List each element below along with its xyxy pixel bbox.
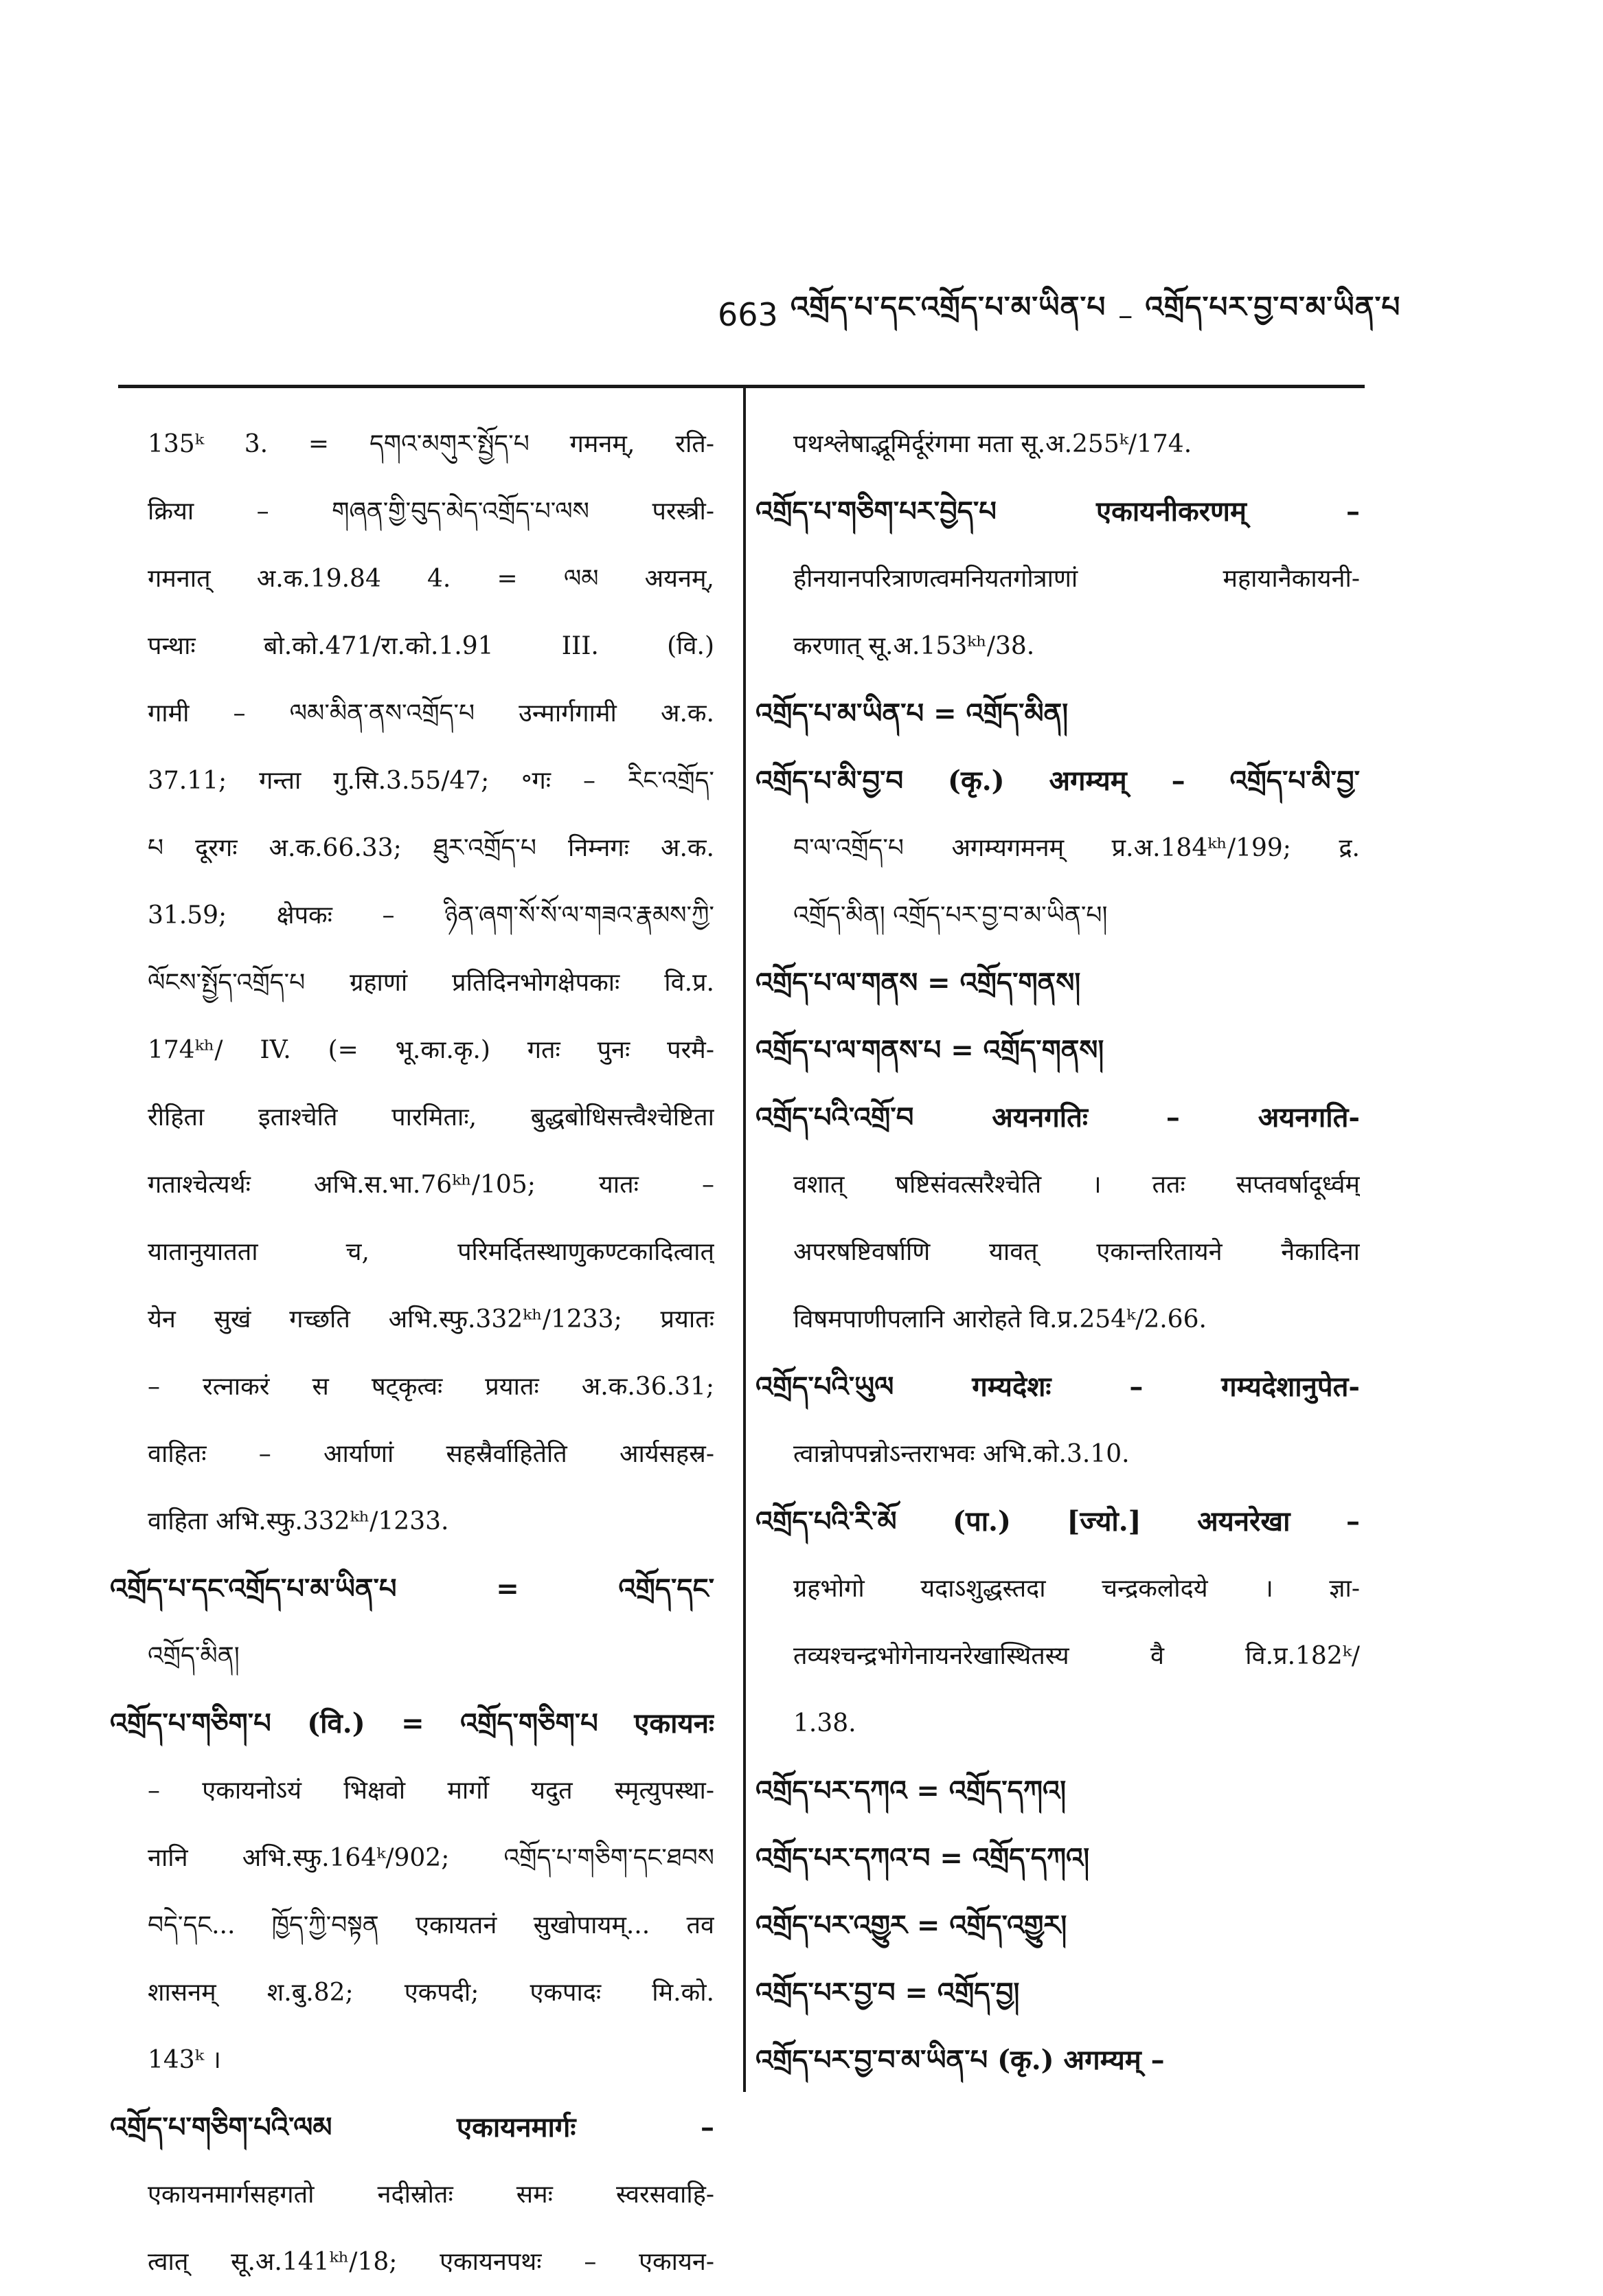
entry-text-line: 31.59; क्षेपकः – ཉིན་ཞག་སོ་སོ་ལ་གཟའ་རྣམས་ཀྱི་: [148, 901, 714, 930]
entry-text-line: गमनात् अ.क.19.84 4. = ལམ अयनम्,: [148, 565, 714, 593]
entry-text-line: करणात् सू.अ.153ᵏʰ/38.: [793, 632, 1035, 660]
entry-text-line: एकायनमार्गसहगतो नदीस्रोतः समः स्वरसवाहि-: [148, 2181, 714, 2209]
entry-text-line: पथश्लेषाद्भूमिर्दूरंगमा मता सू.अ.255ᵏ/174.: [793, 430, 1192, 458]
left-column: [110, 411, 714, 2296]
entry-text-line: शासनम् श.बु.82; एकपदी; एकपादः मि.को.: [148, 1979, 714, 2007]
entry-text-line: 135ᵏ 3. = དགའ་མགུར་སྤྱོད་པ गमनम्, रति-: [148, 430, 714, 458]
right-column: [755, 411, 1360, 2094]
entry-headword-line: འགྲོད་པ་གཅིག་པའི་ལམ एकायनमार्गः –: [110, 2111, 714, 2143]
entry-headword-line: འགྲོད་པ་ལ་གནས་པ = འགྲོད་གནས།: [755, 1034, 1104, 1066]
entry-headword-line: འགྲོད་པར་དཀའ་བ = འགྲོད་དཀའ།: [755, 1842, 1090, 1874]
entry-headword-line: འགྲོད་པ་ལ་གནས = འགྲོད་གནས།: [755, 967, 1081, 999]
page-number: 663: [718, 296, 778, 333]
running-header: [718, 287, 1569, 342]
column-divider: [743, 388, 746, 2092]
header-rule: [118, 385, 1365, 388]
entry-headword-line: འགྲོད་པ་གཅིག་པ (वि.) = འགྲོད་གཅིག་པ एकायनः: [110, 1707, 714, 1740]
header-first-headword: འགྲོད་པ་དང་འགྲོད་པ་མ་ཡིན་པ: [790, 289, 1106, 324]
entry-text-line: བ་ལ་འགྲོད་པ अगम्यगमनम् प्र.अ.184ᵏʰ/199; द्र.: [793, 834, 1360, 862]
entry-text-line: 143ᵏ ।: [148, 2046, 221, 2074]
entry-text-line: तव्यश्चन्द्रभोगेनायनरेखास्थितस्य वै वि.प्र.182ᵏ/: [793, 1642, 1360, 1670]
entry-text-line: 174ᵏʰ/ IV. (= भू.का.कृ.) गतः पुनः परमै-: [148, 1036, 714, 1064]
entry-text-line: क्रिया – གཞན་གྱི་བུད་མེད་འགྲོད་པ་ལས परस्त्री-: [148, 497, 714, 526]
entry-headword-line: འགྲོད་པར་དཀའ = འགྲོད་དཀའ།: [755, 1775, 1067, 1807]
entry-headword-line: འགྲོད་པར་འགྱུར = འགྲོད་འགྱུར།: [755, 1909, 1067, 1942]
entry-headword-line: འགྲོད་པ་དང་འགྲོད་པ་མ་ཡིན་པ = འགྲོད་དང་: [110, 1573, 714, 1605]
entry-headword-line: འགྲོད་པའི་འགྲོ་བ अयनगतिः – अयनगति-: [755, 1101, 1360, 1134]
entry-text-line: ग्रहभोगो यदाऽशुद्धस्तदा चन्द्रकलोदये । ज्ञा-: [793, 1575, 1360, 1603]
entry-text-line: नानि अभि.स्फु.164ᵏ/902; འགྲོད་པ་གཅིག་དང་ཐབས: [148, 1844, 714, 1872]
entry-text-line: 1.38.: [793, 1709, 856, 1737]
entry-text-line: वाहितः – आर्याणां सहस्रैर्वाहितेति आर्यसहस्र-: [148, 1440, 714, 1468]
entry-text-line: रीहिता इताश्चेति पारमिताः, बुद्धबोधिसत्त्वैश्चेष्टिता: [148, 1103, 714, 1132]
entry-text-line: येन सुखं गच्छति अभि.स्फु.332ᵏʰ/1233; प्रयातः: [148, 1305, 714, 1333]
entry-text-line: – रत्नाकरं स षट्कृत्वः प्रयातः अ.क.36.31;: [148, 1373, 714, 1401]
entry-text-line: यातानुयातता च, परिमर्दितस्थाणुकण्टकादित्वात्: [148, 1238, 714, 1266]
entry-text-line: འགྲོད་མིན།: [148, 1642, 240, 1670]
entry-text-line: हीनयानपरित्राणत्वमनियतगोत्राणां महायानैकायनी-: [793, 565, 1360, 593]
entry-text-line: पन्थाः बो.को.471/रा.को.1.91 III. (वि.): [148, 632, 714, 660]
entry-text-line: गताश्चेत्यर्थः अभि.स.भा.76ᵏʰ/105; यातः –: [148, 1171, 714, 1199]
header-last-headword: འགྲོད་པར་བྱ་བ་མ་ཡིན་པ: [1145, 289, 1401, 324]
entry-headword-line: འགྲོད་པ་མི་བྱ་བ (कृ.) अगम्यम् – འགྲོད་པ་མི་བྱ་: [755, 765, 1360, 797]
entry-text-line: 37.11; गन्ता गु.सि.3.55/47; ॰गः – རིང་འགྲོད་: [148, 767, 714, 795]
entry-text-line: वशात् षष्टिसंवत्सरैश्चेति । ततः सप्तवर्षादूर्ध्वम्: [793, 1171, 1360, 1199]
entry-headword-line: འགྲོད་པར་བྱ་བ་མ་ཡིན་པ (कृ.) अगम्यम् –: [755, 2044, 1165, 2076]
entry-text-line: त्वात् सू.अ.141ᵏʰ/18; एकायनपथः – एकायन-: [148, 2248, 714, 2276]
entry-text-line: པ दूरगः अ.क.66.33; ཐུར་འགྲོད་པ निम्नगः अ.क.: [148, 834, 714, 862]
entry-headword-line: འགྲོད་པར་བྱ་བ = འགྲོད་བྱ།: [755, 1977, 1020, 2009]
entry-headword-line: འགྲོད་པའི་ཡུལ गम्यदेशः – गम्यदेशानुपेत-: [755, 1371, 1360, 1403]
entry-text-line: अपरषष्टिवर्षाणि यावत् एकान्तरितायने नैकादिना: [793, 1238, 1360, 1266]
entry-headword-line: འགྲོད་པ་གཅིག་པར་བྱེད་པ एकायनीकरणम् –: [755, 495, 1360, 528]
entry-text-line: गामी – ལམ་མིན་ནས་འགྲོད་པ उन्मार्गगामी अ.क.: [148, 699, 714, 728]
entry-text-line: वाहिता अभि.स्फु.332ᵏʰ/1233.: [148, 1507, 449, 1535]
entry-text-line: བདེ་དང... ཁྱོད་ཀྱི་བསྟན एकायतनं सुखोपायम्... तव: [148, 1911, 714, 1939]
header-dash: –: [1118, 297, 1133, 332]
entry-headword-line: འགྲོད་པ་མ་ཡིན་པ = འགྲོད་མིན།: [755, 697, 1069, 730]
entry-text-line: ལོངས་སྤྱོད་འགྲོད་པ ग्रहाणां प्रतिदिनभोगक्षेपकाः वि.प्र.: [148, 969, 714, 997]
entry-text-line: – एकायनोऽयं भिक्षवो मार्गो यदुत स्मृत्युपस्था-: [148, 1777, 714, 1805]
entry-text-line: विषमपाणीपलानि आरोहते वि.प्र.254ᵏ/2.66.: [793, 1305, 1207, 1333]
entry-text-line: त्वान्नोपपन्नोऽन्तराभवः अभि.को.3.10.: [793, 1440, 1130, 1468]
entry-headword-line: འགྲོད་པའི་རི་མོ (पा.) [ज्यो.] अयनरेखा –: [755, 1505, 1360, 1538]
entry-text-line: འགྲོད་མིན། འགྲོད་པར་བྱ་བ་མ་ཡིན་པ།: [793, 901, 1108, 930]
